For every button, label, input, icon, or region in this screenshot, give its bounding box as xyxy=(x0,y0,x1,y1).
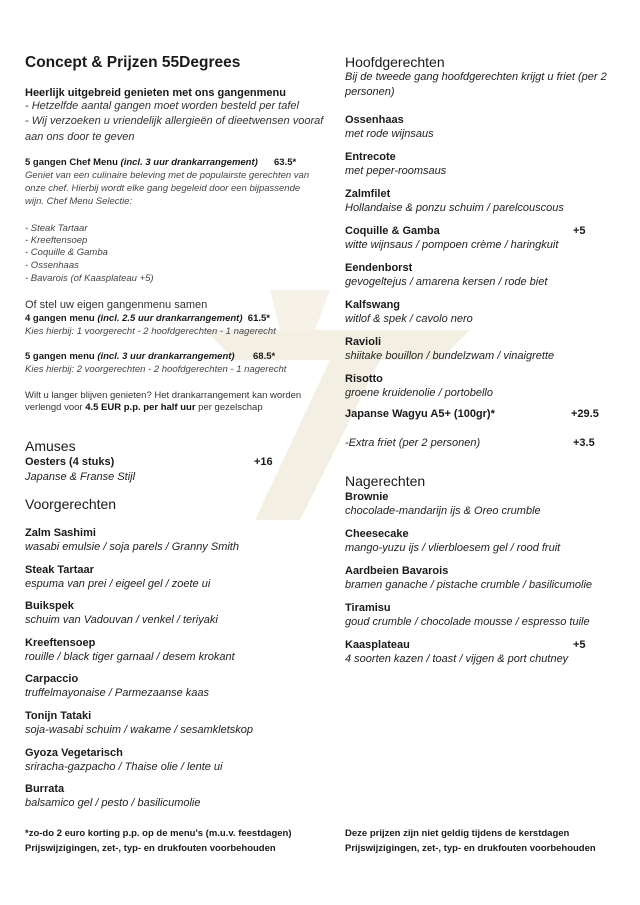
item-name: Ossenhaas xyxy=(345,114,404,126)
footer-note: *zo-do 2 euro korting p.p. op de menu's (m.u.v. feestdagen) xyxy=(25,828,292,839)
item-desc: witte wijnsaus / pompoen crème / haringkuit xyxy=(345,239,559,251)
menu-price: 61.5* xyxy=(247,313,270,324)
item-price: +5 xyxy=(573,639,586,651)
menu-name: 5 gangen menu xyxy=(25,351,95,362)
item-name: Oesters (4 stuks) xyxy=(25,456,115,468)
item-name: Buikspek xyxy=(25,600,74,612)
item-desc: chocolade-mandarijn ijs & Oreo crumble xyxy=(345,505,541,517)
voorgerechten-heading: Voorgerechten xyxy=(25,496,117,512)
chef-selection-item: - Steak Tartaar xyxy=(25,223,88,234)
item-name: Tonijn Tataki xyxy=(25,710,92,722)
item-price: +16 xyxy=(254,456,273,468)
item-desc: wasabi emulsie / soja parels / Granny Smith xyxy=(25,541,239,553)
item-name: Kreeftensoep xyxy=(25,637,96,649)
item-price: +5 xyxy=(573,225,586,237)
page-title: Concept & Prijzen 55Degrees xyxy=(25,54,241,71)
item-name: Cheesecake xyxy=(345,528,409,540)
item-desc: bramen ganache / pistache crumble / basilicumolie xyxy=(345,579,593,591)
hoofd-note: Bij de tweede gang hoofdgerechten krijgt u friet (per 2 xyxy=(345,71,607,83)
item-name: Steak Tartaar xyxy=(25,564,94,576)
chef-menu-desc: onze chef. Hierbij wordt elke gang begeleid door een bijpassende xyxy=(25,183,301,194)
extend-pre: verlengd voor xyxy=(25,402,86,413)
extend-price: 4.5 EUR p.p. per half uur xyxy=(85,402,196,413)
wagyu-price: +29.5 xyxy=(571,408,599,420)
item-desc: schuim van Vadouvan / venkel / teriyaki xyxy=(25,614,218,626)
amuses-heading: Amuses xyxy=(25,438,76,454)
nagerechten-heading: Nagerechten xyxy=(345,473,426,489)
item-name: Kalfswang xyxy=(345,299,401,311)
item-name: Zalmfilet xyxy=(345,188,391,200)
four-course-choice: Kies hierbij: 1 voorgerecht - 2 hoofdgerechten - 1 nagerecht xyxy=(25,326,276,337)
chef-selection-item: - Kreeftensoep xyxy=(25,235,88,246)
five-course-price: 68.5* xyxy=(253,351,276,362)
wagyu-name: Japanse Wagyu A5+ (100gr)* xyxy=(345,408,495,420)
item-name: Entrecote xyxy=(345,151,396,163)
hoofd-note: personen) xyxy=(345,86,395,98)
chef-menu-price: 63.5* xyxy=(274,157,297,168)
footer-note: Prijswijzigingen, zet-, typ- en drukfouten voorbehouden xyxy=(25,843,276,854)
own-menu-intro: Of stel uw eigen gangenmenu samen xyxy=(25,299,208,311)
chef-menu-desc: Geniet van een culinaire beleving met de populairste gerechten van xyxy=(25,170,310,181)
item-desc: rouille / black tiger garnaal / desem krokant xyxy=(25,651,235,663)
item-name: Ravioli xyxy=(345,336,382,348)
item-name: Risotto xyxy=(345,373,383,385)
extend-text: Wilt u langer blijven genieten? Het drankarrangement kan worden xyxy=(25,390,302,401)
item-name: Gyoza Vegetarisch xyxy=(25,747,123,759)
menu-name: 4 gangen menu xyxy=(25,313,95,324)
chef-selection-item: - Bavarois (of Kaasplateau +5) xyxy=(25,273,154,284)
four-course-menu xyxy=(25,312,270,326)
item-name: Zalm Sashimi xyxy=(25,527,96,539)
item-desc: truffelmayonaise / Parmezaanse kaas xyxy=(25,687,210,699)
item-desc: witlof & spek / cavolo nero xyxy=(345,313,473,325)
five-course-choice: Kies hierbij: 2 voorgerechten - 2 hoofdgerechten - 1 nagerecht xyxy=(25,364,287,375)
item-desc: gevogeltejus / amarena kersen / rode biet xyxy=(345,276,548,288)
item-name: Kaasplateau xyxy=(345,639,410,651)
intro-heading: Heerlijk uitgebreid genieten met ons gangenmenu xyxy=(25,87,286,99)
item-desc: groene kruidenolie / portobello xyxy=(345,387,493,399)
intro-line: aan ons door te geven xyxy=(25,131,135,143)
item-name: Tiramisu xyxy=(345,602,391,614)
item-name: Coquille & Gamba xyxy=(345,225,440,237)
five-course-menu xyxy=(25,350,235,364)
item-name: Brownie xyxy=(345,491,389,503)
extra-fries-price: +3.5 xyxy=(573,437,595,449)
item-desc: espuma van prei / eigeel gel / zoete ui xyxy=(25,578,211,590)
item-name: Burrata xyxy=(25,783,65,795)
chef-menu-name xyxy=(25,156,258,170)
item-desc: 4 soorten kazen / toast / vijgen & port chutney xyxy=(345,653,569,665)
item-desc: soja-wasabi schuim / wakame / sesamkletskop xyxy=(25,724,254,736)
item-name: Eendenborst xyxy=(345,262,413,274)
menu-incl: (incl. 2.5 uur drankarrangement) xyxy=(97,313,243,324)
item-name: Aardbeien Bavarois xyxy=(345,565,449,577)
chef-menu-incl: (incl. 3 uur drankarrangement) xyxy=(120,157,258,168)
chef-menu-title: 5 gangen Chef Menu xyxy=(25,157,118,168)
extend-text-2 xyxy=(25,401,263,415)
menu-incl: (incl. 3 uur drankarrangement) xyxy=(97,351,235,362)
item-desc: shiitake bouillon / bundelzwam / vinaigrette xyxy=(345,350,555,362)
extend-post: per gezelschap xyxy=(195,402,263,413)
hoofdgerechten-heading: Hoofdgerechten xyxy=(345,54,445,70)
chef-selection-item: - Coquille & Gamba xyxy=(25,247,108,258)
intro-line: - Wij verzoeken u vriendelijk allergieën of dieetwensen vooraf xyxy=(25,115,324,127)
footer-note: Deze prijzen zijn niet geldig tijdens de kerstdagen xyxy=(345,828,570,839)
extra-fries: -Extra friet (per 2 personen) xyxy=(345,437,481,449)
item-desc: met peper-roomsaus xyxy=(345,165,447,177)
item-desc: balsamico gel / pesto / basilicumolie xyxy=(25,797,201,809)
chef-selection-item: - Ossenhaas xyxy=(25,260,79,271)
item-desc: Japanse & Franse Stijl xyxy=(25,471,136,483)
item-name: Carpaccio xyxy=(25,673,79,685)
item-desc: mango-yuzu ijs / vlierbloesem gel / rood fruit xyxy=(345,542,561,554)
item-desc: sriracha-gazpacho / Thaise olie / lente ui xyxy=(25,761,223,773)
item-desc: Hollandaise & ponzu schuim / parelcouscous xyxy=(345,202,564,214)
intro-line: - Hetzelfde aantal gangen moet worden besteld per tafel xyxy=(25,100,299,112)
item-desc: met rode wijnsaus xyxy=(345,128,434,140)
item-desc: goud crumble / chocolade mousse / espresso tuile xyxy=(345,616,590,628)
chef-menu-desc: wijn. Chef Menu Selectie: xyxy=(25,196,133,207)
footer-note: Prijswijzigingen, zet-, typ- en drukfouten voorbehouden xyxy=(345,843,596,854)
